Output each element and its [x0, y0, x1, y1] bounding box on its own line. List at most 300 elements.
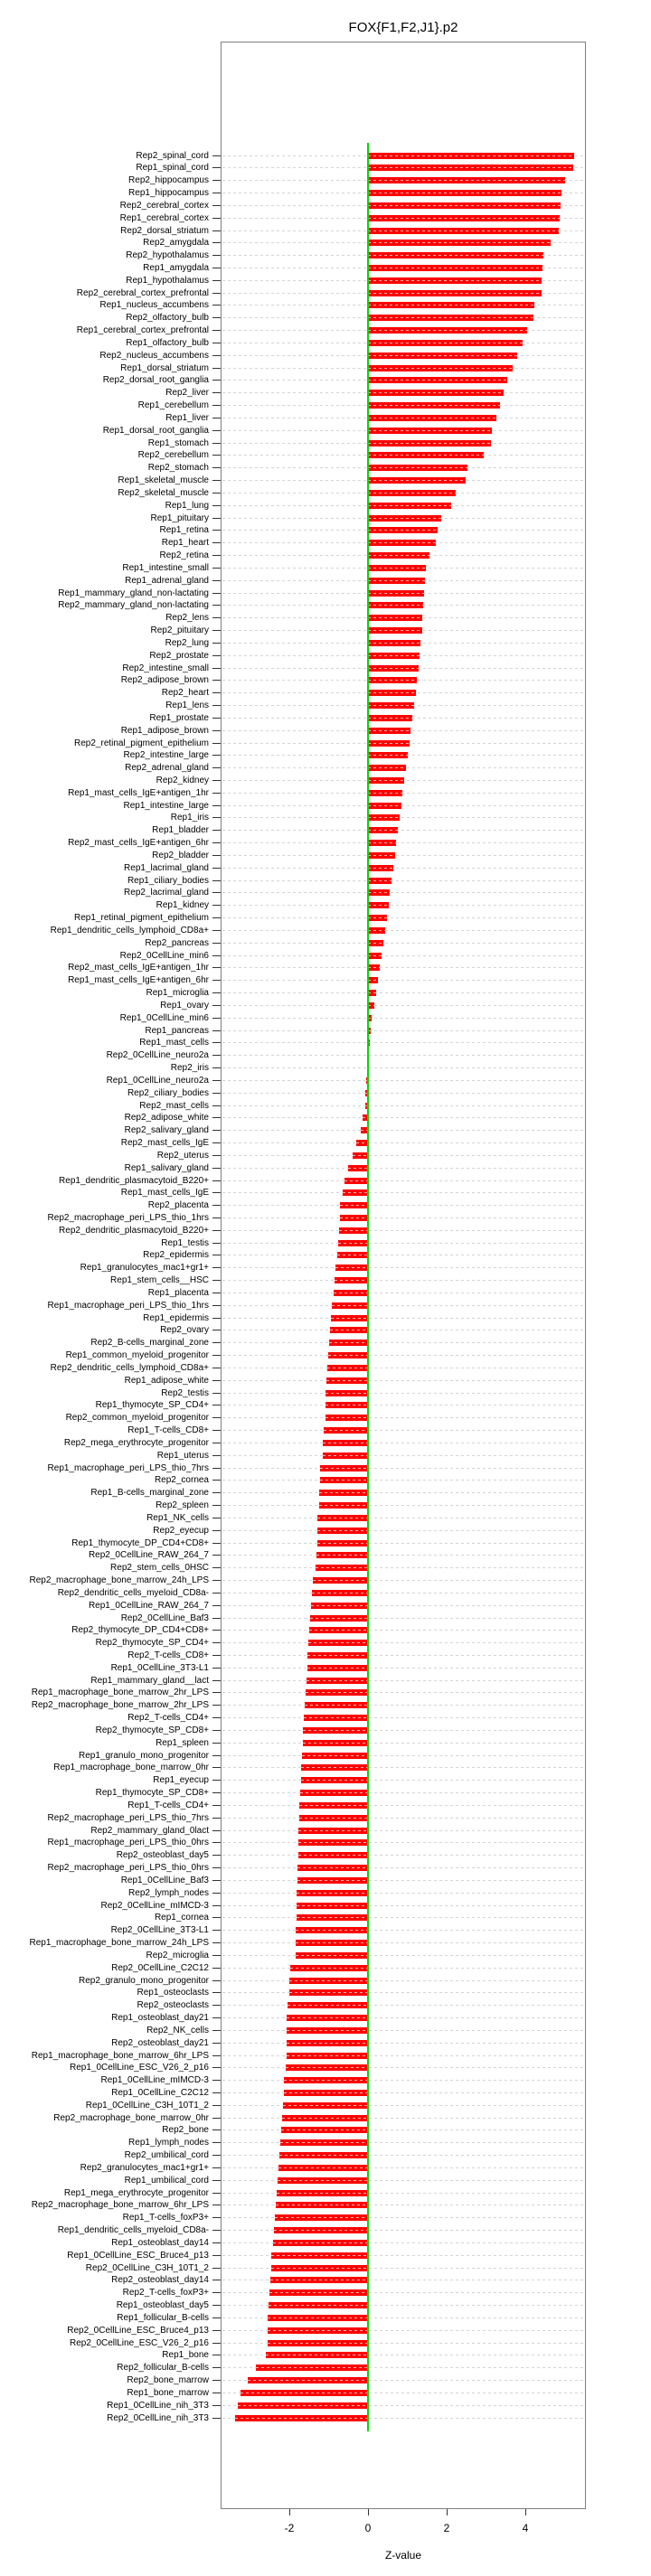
row-gridline	[222, 2092, 584, 2093]
bar	[368, 315, 533, 321]
row-label: Rep2_ciliary_bodies	[127, 1087, 209, 1098]
row-gridline	[222, 1942, 584, 1943]
bar	[340, 1215, 368, 1221]
bar	[296, 1927, 368, 1933]
y-axis-tick	[212, 805, 221, 806]
row-label: Rep2_B-cells_marginal_zone	[90, 1338, 209, 1349]
row-label: Rep2_macrophage_peri_LPS_thio_7hrs	[47, 1812, 209, 1823]
y-axis-tick	[212, 167, 221, 168]
bar	[323, 1440, 368, 1446]
bar	[368, 165, 573, 171]
bar	[368, 728, 410, 734]
bar	[303, 1727, 368, 1734]
row-label: Rep2_cornea	[154, 1475, 209, 1486]
y-axis-tick	[212, 280, 221, 281]
chart-title: FOX{F1,F2,J1}.p2	[348, 20, 458, 35]
row-gridline	[222, 793, 584, 794]
bar	[340, 1202, 368, 1208]
y-axis-tick	[212, 1380, 221, 1381]
row-label: Rep2_mast_cells_IgE+antigen_1hr	[68, 963, 209, 973]
row-label: Rep2_0CellLine_neuro2a	[106, 1050, 209, 1061]
y-axis-tick	[212, 992, 221, 993]
row-label: Rep1_0CellLine_nih_3T3	[107, 2400, 209, 2411]
row-label: Rep1_placenta	[147, 1287, 209, 1298]
bar	[241, 2390, 368, 2396]
y-axis-tick	[212, 505, 221, 506]
row-label: Rep2_thymocyte_DP_CD4+CD8+	[71, 1625, 209, 1636]
row-label: Rep2_cerebral_cortex_prefrontal	[76, 287, 209, 298]
y-axis-tick	[212, 1230, 221, 1231]
row-label: Rep2_amygdala	[143, 238, 209, 249]
y-axis-tick	[212, 767, 221, 768]
y-axis-tick	[212, 1780, 221, 1781]
row-label: Rep1_mast_cells_IgE	[120, 1188, 209, 1199]
bar	[282, 2115, 368, 2121]
bar	[368, 840, 396, 846]
bar	[313, 1577, 368, 1584]
row-label: Rep2_0CellLine_3T3-L1	[110, 1925, 209, 1936]
row-label: Rep2_T-cells_CD4+	[127, 1713, 209, 1724]
bar	[287, 2015, 368, 2021]
row-label: Rep1_prostate	[149, 712, 209, 723]
y-axis-tick	[212, 568, 221, 569]
y-axis-tick	[212, 1130, 221, 1131]
y-axis-tick	[212, 2330, 221, 2331]
y-axis-tick	[212, 2080, 221, 2081]
row-label: Rep2_retina	[159, 550, 209, 560]
row-label: Rep2_mammary_gland_non-lactating	[58, 600, 209, 611]
bar	[312, 1590, 368, 1596]
y-axis-tick	[212, 1142, 221, 1143]
y-axis-tick	[212, 1417, 221, 1418]
row-label: Rep1_spinal_cord	[136, 163, 209, 174]
row-label: Rep2_umbilical_cord	[124, 2150, 209, 2161]
bar	[284, 2077, 368, 2083]
y-axis-tick	[212, 1680, 221, 1681]
bar	[281, 2127, 368, 2133]
row-label: Rep2_thymocyte_SP_CD4+	[95, 1638, 209, 1649]
y-axis-tick	[212, 1880, 221, 1881]
y-axis-tick	[212, 1830, 221, 1831]
y-axis-tick	[212, 755, 221, 756]
row-label: Rep1_granulocytes_mac1+gr1+	[80, 1263, 209, 1274]
row-label: Rep1_lung	[165, 500, 209, 511]
row-label: Rep2_mammary_gland_0lact	[90, 1825, 209, 1836]
row-gridline	[222, 2030, 584, 2031]
y-axis-tick	[212, 293, 221, 294]
row-label: Rep2_follicular_B-cells	[117, 2363, 209, 2374]
row-gridline	[222, 2129, 584, 2130]
bar	[368, 814, 400, 821]
y-axis-tick	[212, 368, 221, 369]
row-label: Rep1_thymocyte_SP_CD8+	[95, 1788, 209, 1799]
y-axis-tick	[212, 1792, 221, 1793]
row-gridline	[222, 1067, 584, 1068]
y-axis-tick	[212, 1743, 221, 1744]
row-gridline	[222, 930, 584, 931]
row-label: Rep2_cerebral_cortex	[119, 200, 209, 211]
y-axis-tick	[212, 2193, 221, 2194]
x-axis-tick-label: 0	[364, 2522, 372, 2534]
y-axis-tick	[212, 743, 221, 744]
row-gridline	[222, 1168, 584, 1169]
y-axis-tick	[212, 2155, 221, 2156]
bar	[299, 1802, 368, 1809]
y-axis-tick	[212, 1030, 221, 1031]
row-label: Rep1_osteoblast_day21	[111, 2013, 209, 2023]
row-label: Rep1_amygdala	[143, 263, 209, 273]
y-axis-tick	[212, 530, 221, 531]
row-label: Rep2_mast_cells_IgE	[120, 1138, 209, 1148]
y-axis-tick	[212, 2017, 221, 2018]
y-axis-tick	[212, 1567, 221, 1568]
y-axis-tick	[212, 630, 221, 631]
y-axis-tick	[212, 1842, 221, 1843]
row-label: Rep1_common_myeloid_progenitor	[65, 1350, 209, 1361]
bar	[338, 1240, 368, 1246]
bar	[368, 440, 491, 447]
bar	[368, 302, 534, 308]
row-label: Rep2_osteoblast_day5	[116, 1850, 209, 1861]
row-label: Rep2_macrophage_bone_marrow_6hr_LPS	[31, 2200, 209, 2211]
row-label: Rep2_intestine_small	[122, 663, 209, 673]
y-axis-tick	[212, 1755, 221, 1756]
y-axis-tick	[212, 1730, 221, 1731]
bar	[268, 2327, 368, 2334]
row-label: Rep1_dendritic_plasmacytoid_B220+	[59, 1175, 209, 1186]
bar	[290, 1965, 368, 1971]
row-label: Rep2_skeletal_muscle	[118, 487, 209, 498]
y-axis-tick	[212, 1968, 221, 1969]
row-label: Rep2_granulocytes_mac1+gr1+	[80, 2162, 209, 2173]
y-axis-tick	[212, 480, 221, 481]
y-axis-tick	[212, 955, 221, 956]
y-axis-tick	[212, 2129, 221, 2130]
y-axis-tick	[212, 943, 221, 944]
y-axis-tick	[212, 2092, 221, 2093]
row-label: Rep2_placenta	[147, 1200, 209, 1211]
y-axis-tick	[212, 542, 221, 543]
bar	[368, 865, 393, 871]
row-label: Rep2_dorsal_root_ganglia	[102, 375, 209, 386]
y-axis-tick	[212, 1717, 221, 1718]
row-gridline	[222, 2167, 584, 2168]
bar	[284, 2090, 369, 2096]
row-gridline	[222, 1593, 584, 1594]
y-axis-tick	[212, 1080, 221, 1081]
bar	[287, 2053, 368, 2059]
row-label: Rep1_NK_cells	[146, 1512, 209, 1523]
bar	[368, 889, 390, 896]
row-gridline	[222, 1155, 584, 1156]
y-axis-tick	[212, 2292, 221, 2293]
row-gridline	[222, 1430, 584, 1431]
x-axis-label: Z-value	[384, 2549, 421, 2562]
y-axis-tick	[212, 1992, 221, 1993]
bar	[368, 615, 422, 621]
y-axis-tick	[212, 855, 221, 856]
y-axis-tick	[212, 2255, 221, 2256]
y-axis-tick	[212, 1280, 221, 1281]
y-axis-tick	[212, 605, 221, 606]
row-label: Rep1_B-cells_marginal_zone	[90, 1488, 209, 1499]
row-label: Rep2_pancreas	[145, 937, 209, 948]
bar	[277, 2190, 368, 2196]
row-label: Rep2_pituitary	[150, 625, 209, 635]
row-label: Rep1_iris	[170, 813, 209, 823]
row-label: Rep1_macrophage_peri_LPS_thio_1hrs	[47, 1300, 209, 1311]
row-gridline	[222, 1842, 584, 1843]
row-label: Rep2_0CellLine_mIMCD-3	[100, 1900, 209, 1911]
bar	[310, 1615, 368, 1622]
bar	[271, 2265, 368, 2271]
bar	[300, 1790, 368, 1796]
bar	[297, 1865, 368, 1871]
row-gridline	[222, 1743, 584, 1744]
row-label: Rep1_stomach	[147, 437, 209, 448]
y-axis-tick	[212, 1767, 221, 1768]
row-label: Rep1_osteoclasts	[137, 1988, 209, 1998]
row-gridline	[222, 855, 584, 856]
y-axis-tick	[212, 493, 221, 494]
bar	[368, 228, 559, 234]
row-gridline	[222, 1555, 584, 1556]
row-label: Rep2_macrophage_bone_marrow_24h_LPS	[29, 1575, 209, 1585]
x-axis-tick	[525, 2509, 526, 2515]
row-gridline	[222, 980, 584, 981]
y-axis-tick	[212, 455, 221, 456]
row-label: Rep2_hippocampus	[128, 175, 209, 186]
row-gridline	[222, 2142, 584, 2143]
row-gridline	[222, 1692, 584, 1693]
bar	[278, 2165, 368, 2171]
bar	[289, 1978, 368, 1984]
y-axis-tick	[212, 1492, 221, 1493]
y-axis-tick	[212, 580, 221, 581]
row-gridline	[222, 1355, 584, 1356]
row-label: Rep2_adipose_white	[124, 1113, 209, 1123]
row-label: Rep2_osteoclasts	[137, 2000, 209, 2011]
bar	[368, 690, 416, 696]
bar	[273, 2240, 368, 2246]
y-axis-tick	[212, 1593, 221, 1594]
bar	[353, 1152, 368, 1159]
row-label: Rep2_eyecup	[153, 1525, 209, 1536]
bar	[270, 2277, 368, 2283]
row-label: Rep1_retinal_pigment_epithelium	[74, 913, 209, 924]
y-axis-tick	[212, 730, 221, 731]
row-label: Rep2_lacrimal_gland	[124, 888, 209, 898]
row-label: Rep2_olfactory_bulb	[126, 313, 209, 324]
y-axis-tick	[212, 1917, 221, 1918]
y-axis-tick	[212, 1942, 221, 1943]
y-axis-tick	[212, 205, 221, 206]
row-gridline	[222, 1318, 584, 1319]
x-axis-tick-label: 4	[522, 2522, 529, 2534]
row-gridline	[222, 817, 584, 818]
row-gridline	[222, 1980, 584, 1981]
y-axis-tick	[212, 2268, 221, 2269]
row-label: Rep2_spinal_cord	[136, 150, 209, 161]
bar	[368, 915, 387, 921]
bar	[368, 215, 560, 221]
bar	[297, 1877, 368, 1884]
row-gridline	[222, 1280, 584, 1281]
bar	[368, 902, 389, 908]
y-axis-tick	[212, 2142, 221, 2143]
row-label: Rep2_adipose_brown	[120, 675, 209, 686]
row-label: Rep1_bone	[162, 2350, 209, 2361]
x-axis-tick	[368, 2509, 369, 2515]
bar	[368, 277, 542, 284]
row-label: Rep2_nucleus_accumbens	[99, 350, 209, 361]
row-gridline	[222, 1880, 584, 1881]
y-axis-tick	[212, 317, 221, 318]
row-label: Rep2_0CellLine_Baf3	[120, 1612, 209, 1623]
bar	[301, 1777, 368, 1783]
bar	[297, 1903, 368, 1909]
bar	[348, 1165, 368, 1171]
row-gridline	[222, 1855, 584, 1856]
row-gridline	[222, 1930, 584, 1931]
row-label: Rep2_liver	[165, 388, 209, 399]
row-label: Rep2_osteoblast_day14	[111, 2275, 209, 2286]
y-axis-tick	[212, 1005, 221, 1006]
y-axis-tick	[212, 180, 221, 181]
y-axis-tick	[212, 2043, 221, 2044]
bar	[289, 1989, 368, 1996]
bar	[368, 602, 423, 608]
y-axis-tick	[212, 1630, 221, 1631]
y-axis-tick	[212, 1543, 221, 1544]
y-axis-tick	[212, 1155, 221, 1156]
y-axis-tick	[212, 1605, 221, 1606]
row-gridline	[222, 1393, 584, 1394]
bar	[327, 1365, 368, 1371]
row-label: Rep1_osteoblast_day5	[116, 2300, 209, 2310]
row-gridline	[222, 955, 584, 956]
y-axis-tick	[212, 680, 221, 681]
row-label: Rep2_epidermis	[143, 1250, 209, 1261]
bar	[299, 1815, 368, 1821]
row-gridline	[222, 967, 584, 968]
row-label: Rep1_cornea	[154, 1913, 209, 1923]
row-label: Rep1_T-cells_CD8+	[127, 1425, 209, 1435]
y-axis-tick	[212, 2030, 221, 2031]
bar	[296, 1952, 368, 1959]
row-label: Rep2_uterus	[156, 1150, 209, 1161]
bar	[368, 465, 467, 471]
y-axis-tick	[212, 643, 221, 644]
y-axis-tick	[212, 1267, 221, 1268]
bar	[280, 2139, 368, 2146]
row-gridline	[222, 2105, 584, 2106]
y-axis-tick	[212, 842, 221, 843]
row-gridline	[222, 1042, 584, 1043]
row-gridline	[222, 1655, 584, 1656]
y-axis-tick	[212, 330, 221, 331]
bar	[339, 1227, 368, 1234]
y-axis-tick	[212, 868, 221, 869]
bar	[324, 1427, 368, 1434]
row-gridline	[222, 1230, 584, 1231]
row-gridline	[222, 1618, 584, 1619]
row-label: Rep2_bone	[162, 2125, 209, 2136]
row-label: Rep1_ciliary_bodies	[127, 875, 209, 886]
row-label: Rep2_0CellLine_nih_3T3	[107, 2412, 209, 2423]
row-gridline	[222, 1405, 584, 1406]
row-label: Rep1_testis	[161, 1237, 209, 1248]
y-axis-tick	[212, 1405, 221, 1406]
row-gridline	[222, 1142, 584, 1143]
row-gridline	[222, 1117, 584, 1118]
y-axis-tick	[212, 1618, 221, 1619]
y-axis-tick	[212, 1217, 221, 1218]
x-axis-tick-label: -2	[284, 2522, 295, 2534]
bar	[368, 428, 492, 434]
y-axis-tick	[212, 1342, 221, 1343]
y-axis-tick	[212, 1192, 221, 1193]
row-gridline	[222, 1543, 584, 1544]
bar	[331, 1315, 368, 1321]
y-axis-tick	[212, 155, 221, 156]
y-axis-tick	[212, 1393, 221, 1394]
row-label: Rep2_bone_marrow	[127, 2375, 209, 2385]
row-gridline	[222, 1867, 584, 1868]
row-gridline	[222, 1780, 584, 1781]
row-label: Rep1_adrenal_gland	[125, 575, 209, 586]
row-label: Rep2_cerebellum	[137, 450, 209, 461]
row-label: Rep2_lens	[165, 613, 209, 624]
row-label: Rep2_lymph_nodes	[128, 1887, 209, 1898]
y-axis-tick	[212, 1893, 221, 1894]
row-gridline	[222, 1705, 584, 1706]
bar	[279, 2152, 368, 2158]
row-gridline	[222, 892, 584, 893]
bar	[368, 640, 420, 646]
row-gridline	[222, 1955, 584, 1956]
row-label: Rep1_hypothalamus	[126, 275, 209, 286]
row-gridline	[222, 1717, 584, 1718]
row-label: Rep2_adrenal_gland	[125, 763, 209, 774]
row-gridline	[222, 1642, 584, 1643]
row-label: Rep1_spleen	[156, 1737, 209, 1748]
row-gridline	[222, 1305, 584, 1306]
bar	[368, 153, 574, 159]
bar	[368, 740, 410, 747]
row-gridline	[222, 1605, 584, 1606]
row-label: Rep2_0CellLine_min6	[119, 950, 209, 961]
row-gridline	[222, 1805, 584, 1806]
row-label: Rep2_0CellLine_C3H_10T1_2	[85, 2262, 209, 2273]
row-label: Rep2_NK_cells	[146, 2025, 209, 2035]
bar	[368, 527, 438, 533]
row-gridline	[222, 1205, 584, 1206]
bar	[368, 752, 408, 758]
y-axis-tick	[212, 380, 221, 381]
row-gridline	[222, 1680, 584, 1681]
row-label: Rep1_epidermis	[143, 1312, 209, 1323]
bar	[329, 1340, 369, 1346]
bar	[368, 953, 382, 959]
bar	[368, 803, 401, 809]
row-label: Rep1_adipose_brown	[120, 725, 209, 736]
bar	[320, 1465, 368, 1471]
row-gridline	[222, 1243, 584, 1244]
row-gridline	[222, 2055, 584, 2056]
row-gridline	[222, 1217, 584, 1218]
row-gridline	[222, 1530, 584, 1531]
